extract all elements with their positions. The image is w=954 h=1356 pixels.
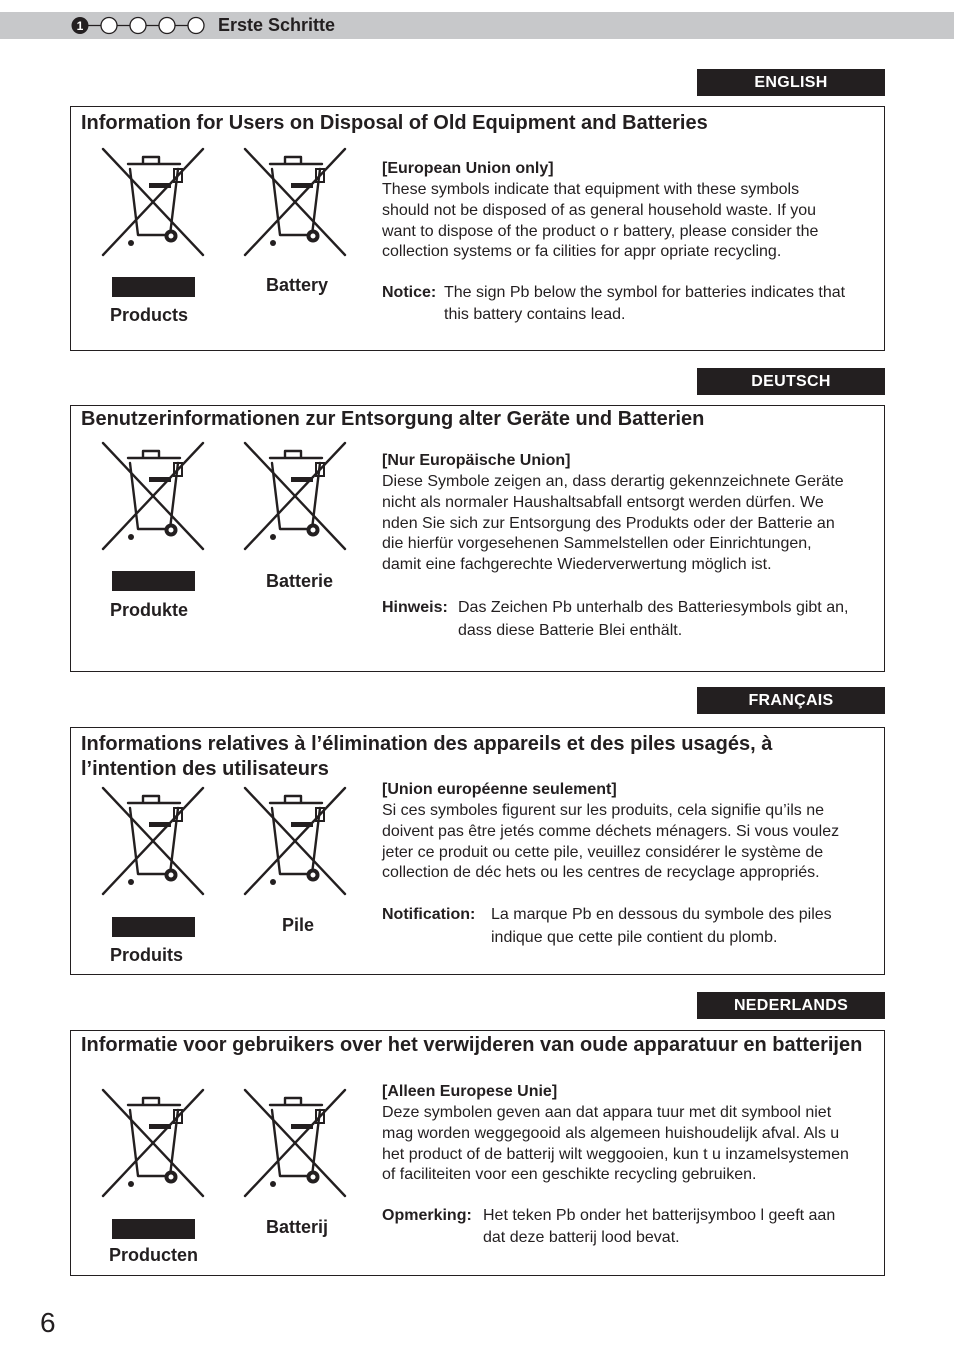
crossed-out-bin-battery-icon (243, 147, 347, 257)
crossed-out-bin-products-icon (101, 147, 205, 257)
label-battery: Pile (282, 915, 315, 935)
crossed-out-bin-battery-icon (243, 786, 347, 896)
notice-text: Das Zeichen Pb unterhalb des Batteriesymbols gibt an, dass diese Batterie Blei enthält. (458, 599, 849, 639)
products-black-bar (112, 571, 195, 591)
notice-block (382, 903, 882, 951)
page-number: 6 (40, 1307, 56, 1338)
eu-only-heading: [Alleen Europese Unie] (382, 1083, 558, 1100)
label-products: Products (110, 305, 189, 325)
notice-text: The sign Pb below the symbol for batteries indicates that this battery contains lead. (444, 284, 846, 323)
section-title: Benutzerinformationen zur Entsorgung alter Geräte und Batterien (81, 408, 705, 430)
label-products: Producten (109, 1245, 199, 1265)
eu-body-text: Si ces symboles figurent sur les produits, cela signifie qu’ils ne doivent pas être jetés comme déchets ménagers. Si vous voulez jeter ce produit ou cette pile, veuillez considérer le système de collection de déc hets ou les centres de recyclage appropriés. (382, 802, 840, 882)
notice-text: Het teken Pb onder het batterijsymboo l geeft aan dat deze batterij lood bevat. (483, 1207, 836, 1246)
step-indicator-icon (70, 16, 210, 35)
eu-body-text: These symbols indicate that equipment with these symbols should not be disposed of as general household waste. If you want to dispose of the product o r battery, please consider the collection systems or fa cilities for appr opriate recycling. (382, 181, 819, 261)
language-tag-deutsch: DEUTSCH (697, 368, 885, 395)
label-battery: Batterij (266, 1217, 329, 1237)
section-deutsch (70, 405, 885, 672)
notice-label: Hinweis: (382, 599, 448, 616)
notice-label: Notice: (382, 284, 437, 301)
eu-only-heading: [European Union only] (382, 160, 554, 177)
notice-text: La marque Pb en dessous du symbole des piles indique que cette pile contient du plomb. (491, 906, 832, 946)
label-products: Produkte (110, 600, 189, 620)
notice-block (382, 282, 882, 328)
section-title: Informatie voor gebruikers over het verwijderen van oude apparatuur en batterijen (81, 1034, 863, 1056)
language-tag-english: ENGLISH (697, 69, 885, 96)
section-english (70, 106, 885, 351)
chapter-title: Erste Schritte (218, 15, 336, 35)
section-title: Information for Users on Disposal of Old Equipment and Batteries (81, 112, 708, 134)
crossed-out-bin-products-icon (101, 441, 205, 551)
step-current-number: 1 (76, 19, 84, 33)
section-francais (70, 727, 885, 975)
label-battery: Batterie (266, 571, 334, 591)
crossed-out-bin-products-icon (101, 1088, 205, 1198)
crossed-out-bin-products-icon (101, 786, 205, 896)
notice-label: Opmerking: (382, 1207, 472, 1224)
notice-label: Notification: (382, 906, 476, 923)
section-title: Informations relatives à l’élimination des appareils et des piles usagés, à l’intention des utilisateurs (81, 733, 773, 780)
label-battery: Battery (266, 275, 329, 295)
chapter-header-bar (0, 12, 954, 39)
label-products: Produits (110, 945, 184, 965)
language-tag-nederlands: NEDERLANDS (697, 992, 885, 1019)
section-nederlands (70, 1030, 885, 1276)
eu-body-text: Deze symbolen geven aan dat appara tuur met dit symbool niet mag worden weggegooid als algemeen huishoudelijk afval. Als u het product of de batterij wilt weggooien, kun t u inzamelsystemen of faciliteiten voor een geschikte recycling gebruiken. (382, 1104, 849, 1184)
eu-only-heading: [Union européenne seulement] (382, 781, 617, 798)
crossed-out-bin-battery-icon (243, 441, 347, 551)
eu-only-heading: [Nur Europäische Union] (382, 452, 571, 469)
products-black-bar (112, 1219, 195, 1239)
products-black-bar (112, 277, 195, 297)
crossed-out-bin-battery-icon (243, 1088, 347, 1198)
notice-block (382, 596, 882, 644)
notice-block (382, 1205, 882, 1251)
eu-body-text: Diese Symbole zeigen an, dass derartig gekennzeichnete Geräte nicht als normaler Haushaltsabfall entsorgt werden dürfen. We nden Sie sich zur Entsorgung des Produkts oder der Batterie an die hierfür vorgesehenen Sammelstellen oder Einrichtungen, damit eine fachgerechte Wiederverwertung möglich ist. (382, 473, 844, 574)
products-black-bar (112, 917, 195, 937)
language-tag-francais: FRANÇAIS (697, 687, 885, 714)
